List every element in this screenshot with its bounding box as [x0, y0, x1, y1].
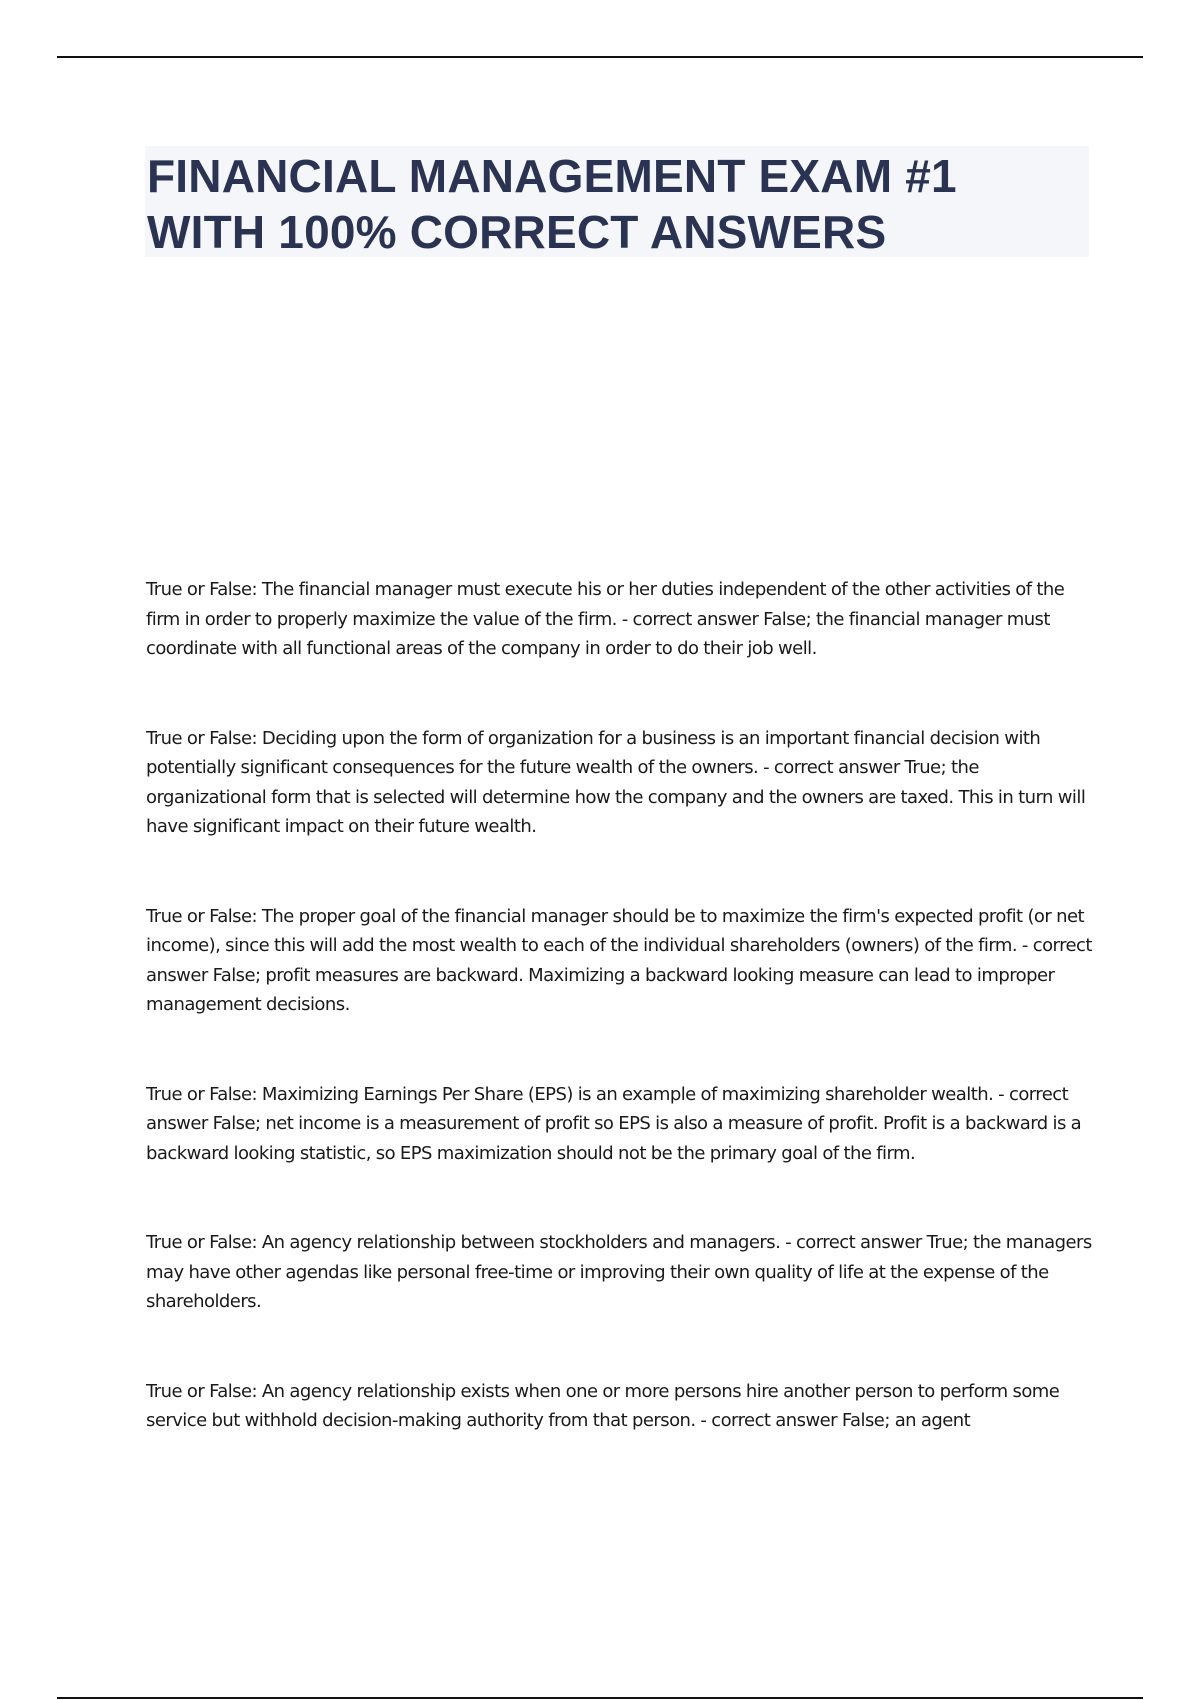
bottom-divider — [57, 1697, 1143, 1699]
document-title — [147, 148, 1089, 260]
top-divider — [57, 56, 1143, 58]
question-item-4: True or False: Maximizing Earnings Per Share (EPS) is an example of maximizing shareholder wealth. - correct answer False; net income is a measurement of profit so EPS is also a measure of profit. Profit is a backward is a backward looking statistic, so EPS maximization should not be the primary goal of the firm. — [146, 1083, 1082, 1164]
title-line-1: FINANCIAL MANAGEMENT EXAM #1 — [147, 150, 957, 202]
question-item-1: True or False: The financial manager must execute his or her duties independent of the other activities of the firm in order to properly maximize the value of the firm. - correct answer False; the financial manager must coordinate with all functional areas of the company in order to do their job well. — [146, 579, 1065, 659]
title-banner — [145, 146, 1089, 257]
question-item-5: True or False: An agency relationship between stockholders and managers. - correct answer True; the managers may have other agendas like personal free-time or improving their own quality of life at the expense of the shareholders. — [146, 1232, 1092, 1312]
question-item-6: True or False: An agency relationship exists when one or more persons hire another person to perform some service but withhold decision-making authority from that person. - correct answer False; an agent — [146, 1380, 1060, 1431]
question-list — [146, 575, 1094, 1496]
question-item-3: True or False: The proper goal of the financial manager should be to maximize the firm's expected profit (or net income), since this will add the most wealth to each of the individual shareholders (owners) of the firm. - correct answer False; profit measures are backward. Maximizing a backward looking measure can lead to improper management decisions. — [146, 905, 1092, 1015]
title-line-2: WITH 100% CORRECT ANSWERS — [147, 206, 887, 258]
question-item-2: True or False: Deciding upon the form of organization for a business is an important financial decision with potentially significant consequences for the future wealth of the owners. - correct answer True; the organizational form that is selected will determine how the company and the owners are taxed. This in turn will have significant impact on their future wealth. — [146, 727, 1086, 837]
